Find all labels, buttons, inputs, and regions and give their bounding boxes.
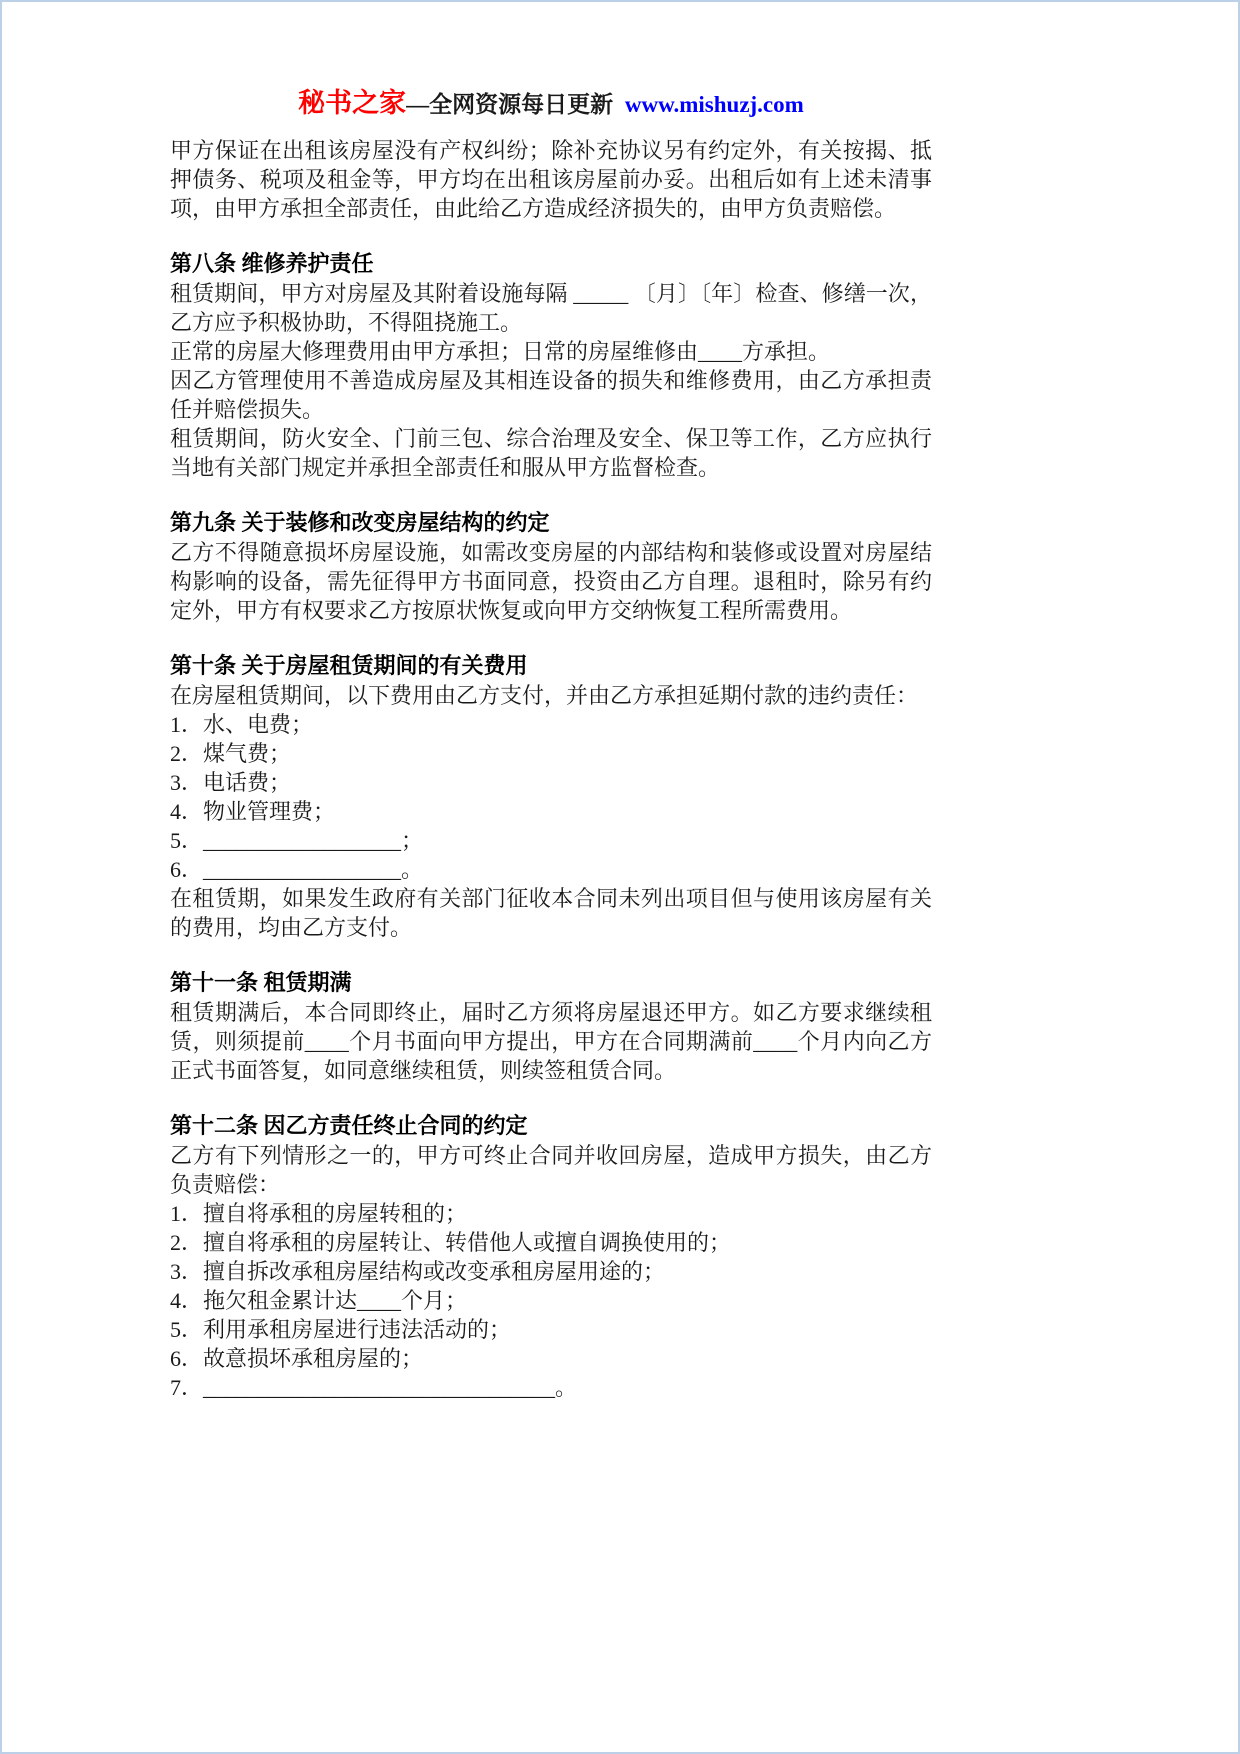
fee-item-2: 2．煤气费； xyxy=(170,741,292,766)
article-12-lead: 乙方有下列情形之一的，甲方可终止合同并收回房屋，造成甲方损失，由乙方负责赔偿： xyxy=(170,1143,932,1197)
fee-item-5: 5．__________________； xyxy=(170,828,424,853)
section-article-8 xyxy=(170,249,932,482)
article-8-paragraph-2: 正常的房屋大修理费用由甲方承担；日常的房屋维修由____方承担。 xyxy=(170,339,831,364)
site-url-link[interactable]: www.mishuzj.com xyxy=(624,92,804,117)
termination-item-1: 1．擅自将承租的房屋转租的； xyxy=(170,1201,468,1226)
article-8-paragraph-3: 因乙方管理使用不善造成房屋及其相连设备的损失和维修费用，由乙方承担责任并赔偿损失。 xyxy=(170,368,932,422)
section-article-12 xyxy=(170,1111,932,1402)
article-9-heading: 第九条 关于装修和改变房屋结构的约定 xyxy=(170,510,550,535)
section-article-9 xyxy=(170,508,932,625)
article-10-lead: 在房屋租赁期间，以下费用由乙方支付，并由乙方承担延期付款的违约责任： xyxy=(170,683,919,708)
article-12-heading: 第十二条 因乙方责任终止合同的约定 xyxy=(170,1113,528,1138)
article-8-paragraph-1: 租赁期间，甲方对房屋及其附着设施每隔 _____ 〔月〕〔年〕检查、修缮一次，乙方应予积极协助，不得阻挠施工。 xyxy=(170,281,932,335)
site-tagline: —全网资源每日更新 xyxy=(406,92,619,117)
article-9-paragraph-1: 乙方不得随意损坏房屋设施，如需改变房屋的内部结构和装修或设置对房屋结构影响的设备，需先征得甲方书面同意，投资由乙方自理。退租时，除另有约定外，甲方有权要求乙方按原状恢复或向甲方交纳恢复工程所需费用。 xyxy=(170,540,932,623)
fee-item-6: 6．__________________。 xyxy=(170,857,424,882)
site-header xyxy=(170,86,932,122)
article-11-paragraph-1: 租赁期满后，本合同即终止，届时乙方须将房屋退还甲方。如乙方要求继续租赁，则须提前____个月书面向甲方提出，甲方在合同期满前____个月内向乙方正式书面答复，如同意继续租赁，则续签租赁合同。 xyxy=(170,1000,932,1083)
section-article-10 xyxy=(170,651,932,942)
article-11-heading: 第十一条 租赁期满 xyxy=(170,970,352,995)
termination-item-6: 6．故意损坏承租房屋的； xyxy=(170,1346,424,1371)
termination-item-4: 4．拖欠租金累计达____个月； xyxy=(170,1288,468,1313)
termination-item-3: 3．擅自拆改承租房屋结构或改变承租房屋用途的； xyxy=(170,1259,666,1284)
termination-item-7: 7．________________________________。 xyxy=(170,1375,578,1400)
article-10-closing: 在租赁期，如果发生政府有关部门征收本合同未列出项目但与使用该房屋有关的费用，均由乙方支付。 xyxy=(170,886,932,940)
fee-item-4: 4．物业管理费； xyxy=(170,799,336,824)
section-article-11 xyxy=(170,968,932,1085)
termination-item-2: 2．擅自将承租的房屋转让、转借他人或擅自调换使用的； xyxy=(170,1230,732,1255)
article-8-heading: 第八条 维修养护责任 xyxy=(170,251,374,276)
article-8-paragraph-4: 租赁期间，防火安全、门前三包、综合治理及安全、保卫等工作，乙方应执行当地有关部门规定并承担全部责任和服从甲方监督检查。 xyxy=(170,426,932,480)
article-10-heading: 第十条 关于房屋租赁期间的有关费用 xyxy=(170,653,528,678)
site-brand: 秘书之家 xyxy=(298,88,407,118)
warranty-paragraph: 甲方保证在出租该房屋没有产权纠纷；除补充协议另有约定外，有关按揭、抵押债务、税项及租金等，甲方均在出租该房屋前办妥。出租后如有上述未清事项，由甲方承担全部责任，由此给乙方造成经济损失的，由甲方负责赔偿。 xyxy=(170,138,932,221)
fee-item-1: 1．水、电费； xyxy=(170,712,314,737)
termination-item-5: 5．利用承租房屋进行违法活动的； xyxy=(170,1317,512,1342)
fee-item-3: 3．电话费； xyxy=(170,770,292,795)
